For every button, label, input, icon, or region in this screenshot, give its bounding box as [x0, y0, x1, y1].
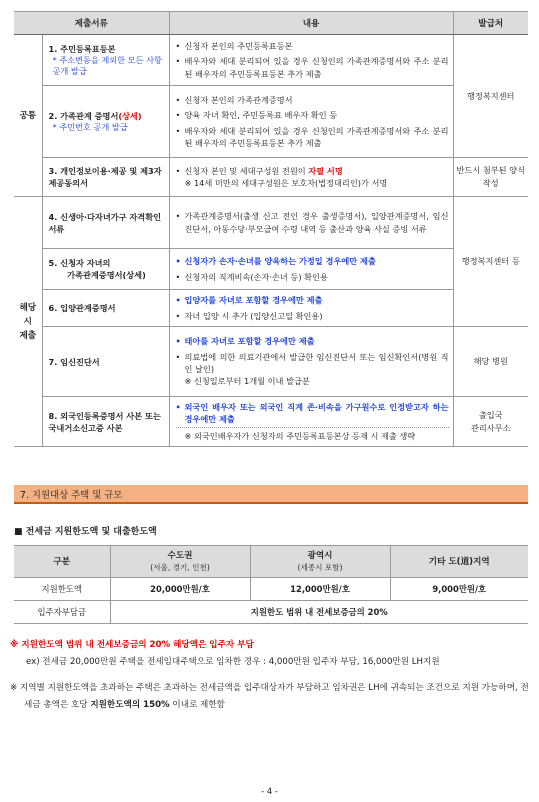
issuer-cell: 반드시 첨부된 양식 작성: [453, 158, 528, 197]
content-cell: [169, 327, 453, 397]
note-example: ex) 전세금 20,000만원 주택을 전세임대주택으로 임차한 경우 : 4,000만원 입주자 부담, 16,000만원 LH지원: [26, 657, 440, 667]
doc-name: 7. 임신진단서: [48, 356, 100, 367]
content-item-condition: • 태아를 자녀로 포함할 경우에만 제출: [176, 335, 449, 347]
group-conditional: 해당 시 제출: [14, 197, 42, 447]
content-cell: [169, 249, 453, 290]
content-item: • 의료법에 의한 의료기관에서 발급한 임신진단서 또는 임신확인서(병원 직인 날인): [176, 351, 449, 376]
content-item: • 배우자와 세대 분리되어 있을 경우 신청인의 가족관계증명서와 주소 분리된 배우자의 주민등록표등본 추가 제출: [176, 55, 449, 80]
doc-note: * 주소변동을 제외한 모든 사항 공개 발급: [52, 54, 162, 76]
doc-name: 6. 입양관계증명서: [48, 303, 116, 313]
table-row: [14, 327, 528, 397]
table-row: [14, 86, 528, 158]
issuer-cell: 출입국 관리사무소: [453, 397, 528, 447]
doc-name: 1. 주민등록표등본: [48, 43, 116, 54]
table-row: [14, 578, 528, 601]
content-item: • 신청자 본인의 주민등록표등본: [176, 40, 449, 52]
doc-name: 가족관계증명서(상세): [67, 270, 146, 280]
note-excess-limit: ※ 지역별 지원한도액을 초과하는 주택은 초과하는 전세금액을 입주대상자가 부담하고 임차권은 LH에 귀속되는 조건으로 지원 가능하며, 전세금 총액은 호당 지원한도액의 150% 이내로 제한함: [10, 683, 529, 710]
header-category: 구분: [14, 546, 110, 578]
content-note: ※ 14세 미만의 세대구성원은 보호자(법정대리인)가 서명: [184, 178, 388, 188]
table-header-row: [14, 12, 528, 35]
table-row: [14, 601, 528, 624]
note-heading: ※ 지원한도액 범위 내 전세보증금의 20% 해당액은 입주자 부담: [10, 640, 254, 650]
doc-name-cell: [42, 327, 169, 397]
table-row: [14, 158, 528, 197]
issuer-cell: 행정복지센터: [453, 35, 528, 158]
doc-name-cell: [42, 397, 169, 447]
divider: [176, 427, 449, 428]
subheading: ■ 전세금 지원한도액 및 대출한도액: [14, 527, 157, 537]
content-item: • 신청자 본인의 가족관계증명서: [176, 94, 449, 106]
doc-name: 4. 신생아·다자녀가구 자격확인서류: [48, 211, 162, 234]
header-capital-area: 수도권 (서울, 경기, 인천): [110, 546, 250, 578]
table-cell: 9,000만원/호: [390, 578, 528, 601]
content-note: ※ 외국인배우자가 신청자의 주민등록표등본상 등재 시 제출 생략: [184, 431, 416, 442]
doc-name-cell: [42, 249, 169, 290]
content-cell: [169, 290, 453, 327]
issuer-cell: 행정복지센터 등: [453, 197, 528, 327]
content-cell: [169, 86, 453, 158]
group-common: 공통: [14, 35, 42, 197]
section-header: [14, 485, 528, 504]
row-label: 입주자부담금: [14, 601, 110, 624]
detail-highlight: (상세): [118, 110, 142, 121]
signature-highlight: 자필 서명: [308, 165, 343, 176]
content-item: • 배우자와 세대 분리되어 있을 경우 신청인의 가족관계증명서와 주소 분리된 배우자의 주민등록표등본 추가 제출: [176, 125, 449, 150]
section-title: 7. 지원대상 주택 및 규모: [20, 489, 123, 501]
table-row: [14, 249, 528, 290]
content-cell: [169, 35, 453, 86]
content-item-condition: • 입양자를 자녀로 포함할 경우에만 제출: [176, 294, 449, 306]
content-item: • 신청자의 직계비속(손자·손녀 등) 확인용: [176, 271, 449, 283]
document-requirements-table: [14, 11, 528, 447]
content-item-condition: • 신청자가 손자·손녀를 양육하는 가정일 경우에만 제출: [176, 255, 449, 267]
doc-name: 5. 신청자 자녀의: [48, 258, 111, 268]
table-header-row: [14, 546, 528, 578]
content-item: • 신청자 본인 및 세대구성원 전원이 자필 서명: [176, 165, 449, 177]
table-row: [14, 35, 528, 86]
note-tenant-burden: [10, 637, 530, 671]
doc-name-cell: [42, 290, 169, 327]
support-limit-table: [14, 545, 528, 624]
doc-name-cell: [42, 35, 169, 86]
header-documents: 제출서류: [14, 12, 169, 35]
table-row: [14, 197, 528, 249]
header-metro-city: 광역시 (세종시 포함): [250, 546, 390, 578]
content-cell: [169, 158, 453, 197]
doc-name: 8. 외국인등록증명서 사본 또는 국내거소신고증 사본: [48, 410, 161, 433]
table-row: [14, 397, 528, 447]
doc-name: 2. 가족관계 증명서(상세): [48, 110, 142, 121]
table-cell: 지원한도 범위 내 전세보증금의 20%: [110, 601, 528, 624]
row-label: 지원한도액: [14, 578, 110, 601]
content-item: • 양육 자녀 확인, 주민등록표 배우자 확인 등: [176, 109, 449, 121]
content-item: • 가족관계증명서(출생 신고 전인 경우 출생증명서), 입양관계증명서, 임신진단서, 아동수당·부모급여 수령 내역 등 출산과 양육 사실 증빙 서류: [176, 210, 449, 235]
content-item-condition: • 외국인 배우자 또는 외국인 직계 존·비속을 가구원수로 인정받고자 하는 경우에만 제출: [176, 401, 449, 426]
content-cell: [169, 197, 453, 249]
content-note: ※ 신청일로부터 1개월 이내 발급분: [184, 376, 310, 387]
header-issuer: 발급처: [453, 12, 528, 35]
doc-name-cell: [42, 158, 169, 197]
table-cell: 12,000만원/호: [250, 578, 390, 601]
page-number: - 4 -: [261, 786, 278, 796]
content-cell: [169, 397, 453, 447]
doc-note: * 주민번호 공개 발급: [52, 121, 128, 132]
doc-name-cell: [42, 197, 169, 249]
limit-highlight: 지원한도액의 150%: [90, 700, 170, 710]
doc-name-cell: [42, 86, 169, 158]
content-item: • 자녀 입양 시 추가 (입양신고일 확인용): [176, 310, 449, 322]
header-content: 내용: [169, 12, 453, 35]
doc-name: 3. 개인정보이용·제공 및 제3자 제공동의서: [48, 166, 162, 188]
table-row: [14, 290, 528, 327]
table-cell: 20,000만원/호: [110, 578, 250, 601]
header-other-province: 기타 도(道)지역: [390, 546, 528, 578]
issuer-cell: 해당 병원: [453, 327, 528, 397]
